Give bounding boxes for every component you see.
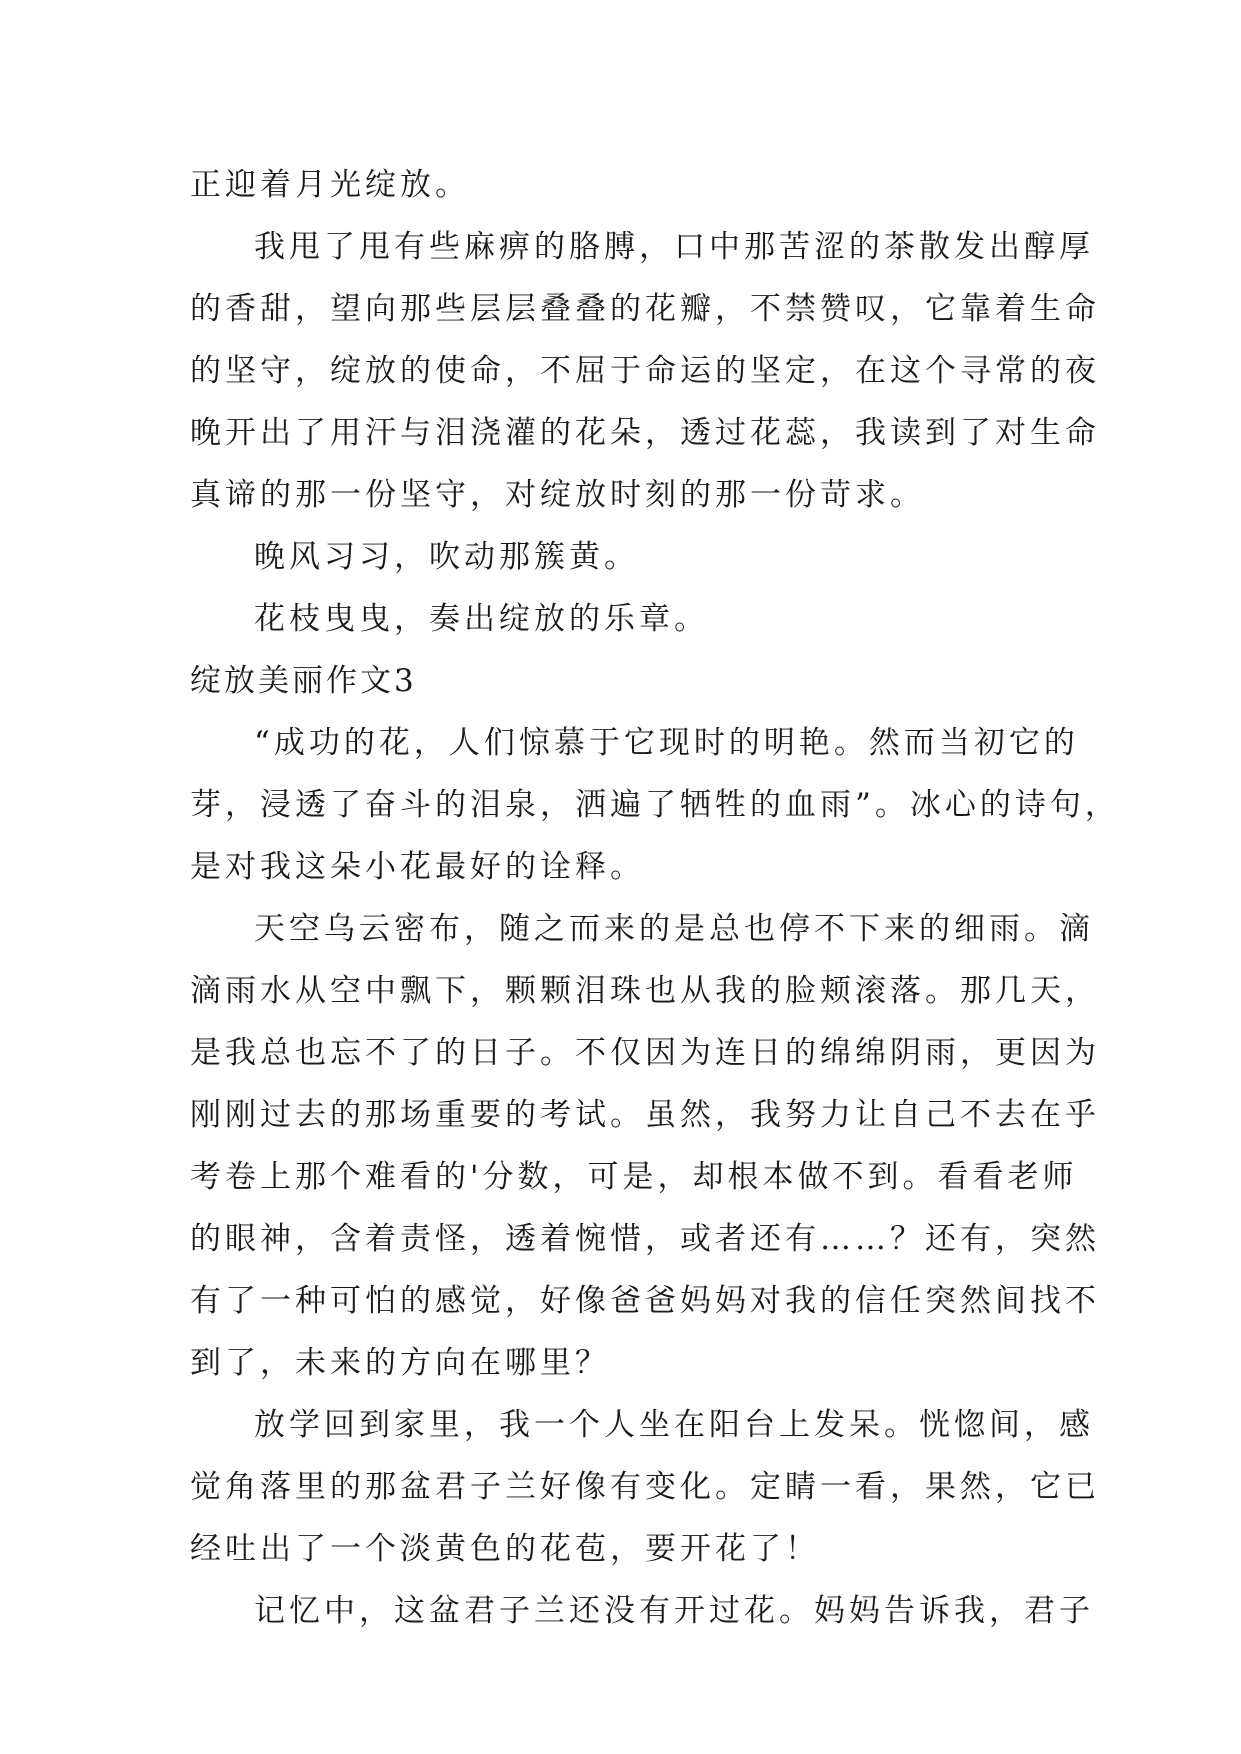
text-line: 滴雨水从空中飘下，颗颗泪珠也从我的脸颊滚落。那几天， <box>190 973 1100 1009</box>
text-line: 晚开出了用汗与泪浇灌的花朵，透过花蕊，我读到了对生命 <box>190 415 1100 451</box>
text-line: 芽，浸透了奋斗的泪泉，洒遍了牺牲的血雨”。冰心的诗句， <box>190 787 1120 823</box>
text-line: 真谛的那一份坚守，对绽放时刻的那一份苛求。 <box>190 477 925 513</box>
paragraph-start-line: 晚风习习，吹动那簇黄。 <box>254 539 639 575</box>
paragraph-start-line: 天空乌云密布，随之而来的是总也停不下来的细雨。滴 <box>254 911 1094 947</box>
text-line: 觉角落里的那盆君子兰好像有变化。定睛一看，果然，它已 <box>190 1469 1100 1505</box>
text-line: 的眼神，含着责怪，透着惋惜，或者还有……？还有，突然 <box>190 1221 1100 1257</box>
paragraph-start-line: “成功的花，人们惊慕于它现时的明艳。然而当初它的 <box>254 725 1079 761</box>
text-line: 经吐出了一个淡黄色的花苞，要开花了！ <box>190 1531 820 1567</box>
paragraph-start-line: 记忆中，这盆君子兰还没有开过花。妈妈告诉我，君子 <box>254 1593 1094 1629</box>
paragraph-start-line: 放学回到家里，我一个人坐在阳台上发呆。恍惚间，感 <box>254 1407 1094 1443</box>
text-line: 有了一种可怕的感觉，好像爸爸妈妈对我的信任突然间找不 <box>190 1283 1100 1319</box>
text-line: 是我总也忘不了的日子。不仅因为连日的绵绵阴雨，更因为 <box>190 1035 1100 1071</box>
section-heading: 绽放美丽作文3 <box>190 663 417 699</box>
text-line: 正迎着月光绽放。 <box>190 167 470 203</box>
text-line: 的香甜，望向那些层层叠叠的花瓣，不禁赞叹，它靠着生命 <box>190 291 1100 327</box>
text-line: 考卷上那个难看的'分数，可是，却根本做不到。看看老师 <box>190 1159 1078 1195</box>
text-line: 刚刚过去的那场重要的考试。虽然，我努力让自己不去在乎 <box>190 1097 1100 1133</box>
paragraph-start-line: 我甩了甩有些麻痹的胳膊，口中那苦涩的茶散发出醇厚 <box>254 229 1094 265</box>
text-line: 到了，未来的方向在哪里？ <box>190 1345 610 1381</box>
article-body <box>190 154 1120 1642</box>
paragraph-start-line: 花枝曳曳，奏出绽放的乐章。 <box>254 601 709 637</box>
text-line: 的坚守，绽放的使命，不屈于命运的坚定，在这个寻常的夜 <box>190 353 1100 389</box>
text-line: 是对我这朵小花最好的诠释。 <box>190 849 645 885</box>
